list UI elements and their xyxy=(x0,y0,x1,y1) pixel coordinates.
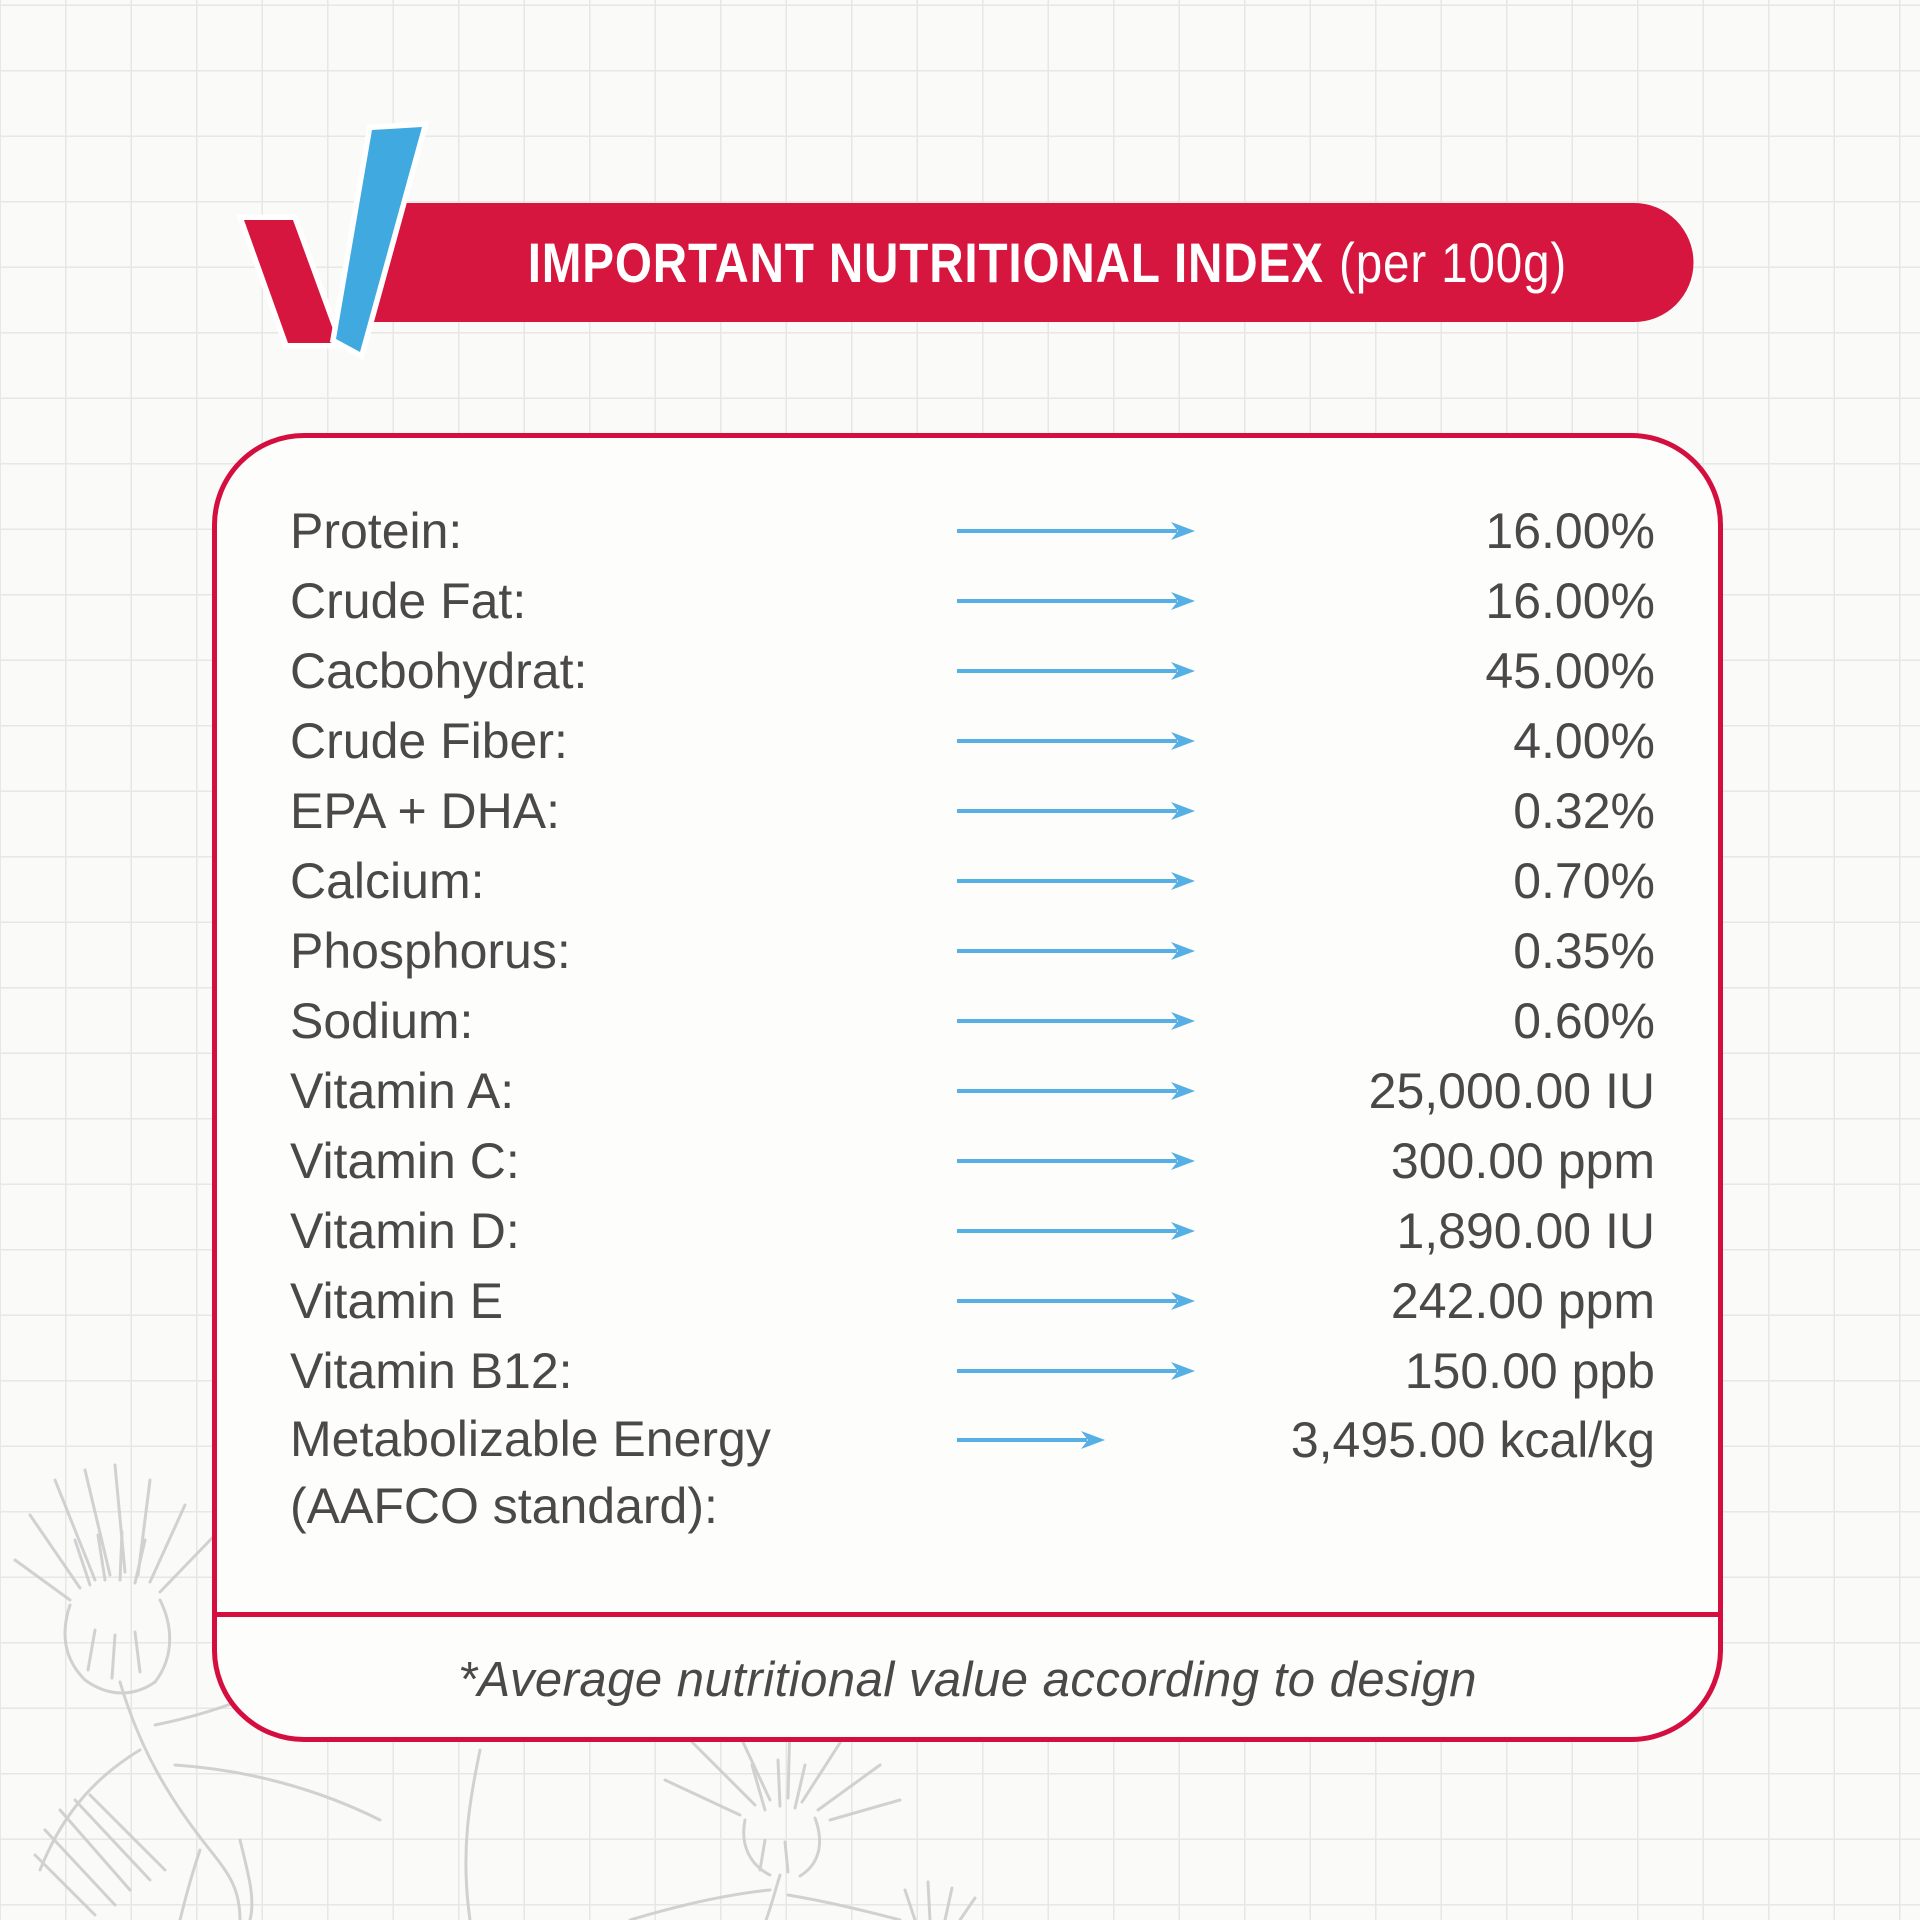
table-row xyxy=(290,1056,1655,1126)
nutrient-value: 1,890.00 IU xyxy=(1396,1203,1655,1259)
nutrient-label: Sodium: xyxy=(290,993,474,1049)
banner-title-main: IMPORTANT NUTRITIONAL INDEX xyxy=(527,230,1324,294)
right-arrow-icon xyxy=(955,729,1195,753)
table-row xyxy=(290,636,1655,706)
nutrient-label: Crude Fat: xyxy=(290,573,527,629)
nutrient-value: 16.00% xyxy=(1485,573,1655,629)
nutrient-label: Vitamin D: xyxy=(290,1203,520,1259)
nutrient-label: Vitamin E xyxy=(290,1273,504,1329)
nutrient-label: Calcium: xyxy=(290,853,485,909)
table-row xyxy=(290,496,1655,566)
nutrient-label: Vitamin A: xyxy=(290,1063,515,1119)
nutrient-value: 3,495.00 kcal/kg xyxy=(1290,1411,1655,1468)
footnote-text: *Average nutritional value according to design xyxy=(457,1653,1478,1707)
nutrient-label xyxy=(290,1406,955,1540)
nutrient-value: 0.60% xyxy=(1513,993,1655,1049)
table-row-metabolizable-energy xyxy=(290,1406,1655,1540)
table-row xyxy=(290,1266,1655,1336)
banner-title-unit: (per 100g) xyxy=(1338,230,1567,294)
right-arrow-icon xyxy=(955,1219,1195,1243)
table-row xyxy=(290,1126,1655,1196)
nutrient-label-line1: Metabolizable Energy xyxy=(290,1411,771,1467)
right-arrow-icon xyxy=(955,1149,1195,1173)
right-arrow-icon xyxy=(955,1079,1195,1103)
nutrient-label: Vitamin C: xyxy=(290,1133,520,1189)
right-arrow-icon xyxy=(955,939,1195,963)
nutrient-value: 150.00 ppb xyxy=(1404,1343,1655,1399)
header-banner-graphic xyxy=(0,0,1920,400)
table-row xyxy=(290,566,1655,636)
nutrient-value: 0.32% xyxy=(1513,783,1655,839)
nutrient-label: Phosphorus: xyxy=(290,923,571,979)
nutrient-value: 300.00 ppm xyxy=(1390,1133,1655,1189)
nutrient-value: 45.00% xyxy=(1485,643,1655,699)
nutrient-value: 0.70% xyxy=(1513,853,1655,909)
right-arrow-icon xyxy=(955,1009,1195,1033)
table-row xyxy=(290,776,1655,846)
nutrient-label: Cacbohydrat: xyxy=(290,643,588,699)
nutrient-label-line2: (AAFCO standard): xyxy=(290,1478,718,1534)
right-arrow-icon xyxy=(955,1406,1105,1473)
right-arrow-icon xyxy=(955,519,1195,543)
banner-title xyxy=(400,202,1694,322)
right-arrow-icon xyxy=(955,1289,1195,1313)
nutrition-panel xyxy=(212,433,1723,1742)
nutrient-label: EPA + DHA: xyxy=(290,783,561,839)
table-row xyxy=(290,986,1655,1056)
right-arrow-icon xyxy=(955,589,1195,613)
nutrition-table xyxy=(217,438,1718,1540)
right-arrow-icon xyxy=(955,869,1195,893)
nutrient-label: Vitamin B12: xyxy=(290,1343,573,1399)
nutrient-value: 242.00 ppm xyxy=(1390,1273,1655,1329)
right-arrow-icon xyxy=(955,799,1195,823)
panel-divider-line xyxy=(217,1612,1718,1617)
nutrient-label: Crude Fiber: xyxy=(290,713,568,769)
table-row xyxy=(290,916,1655,986)
right-arrow-icon xyxy=(955,1359,1195,1383)
nutrient-label: Protein: xyxy=(290,503,463,559)
table-row xyxy=(290,706,1655,776)
nutrient-value: 25,000.00 IU xyxy=(1368,1063,1655,1119)
right-arrow-icon xyxy=(955,659,1195,683)
nutrient-value: 16.00% xyxy=(1485,503,1655,559)
table-row xyxy=(290,1336,1655,1406)
table-row xyxy=(290,1196,1655,1266)
nutrient-value: 0.35% xyxy=(1513,923,1655,979)
table-row xyxy=(290,846,1655,916)
nutrient-value: 4.00% xyxy=(1513,713,1655,769)
